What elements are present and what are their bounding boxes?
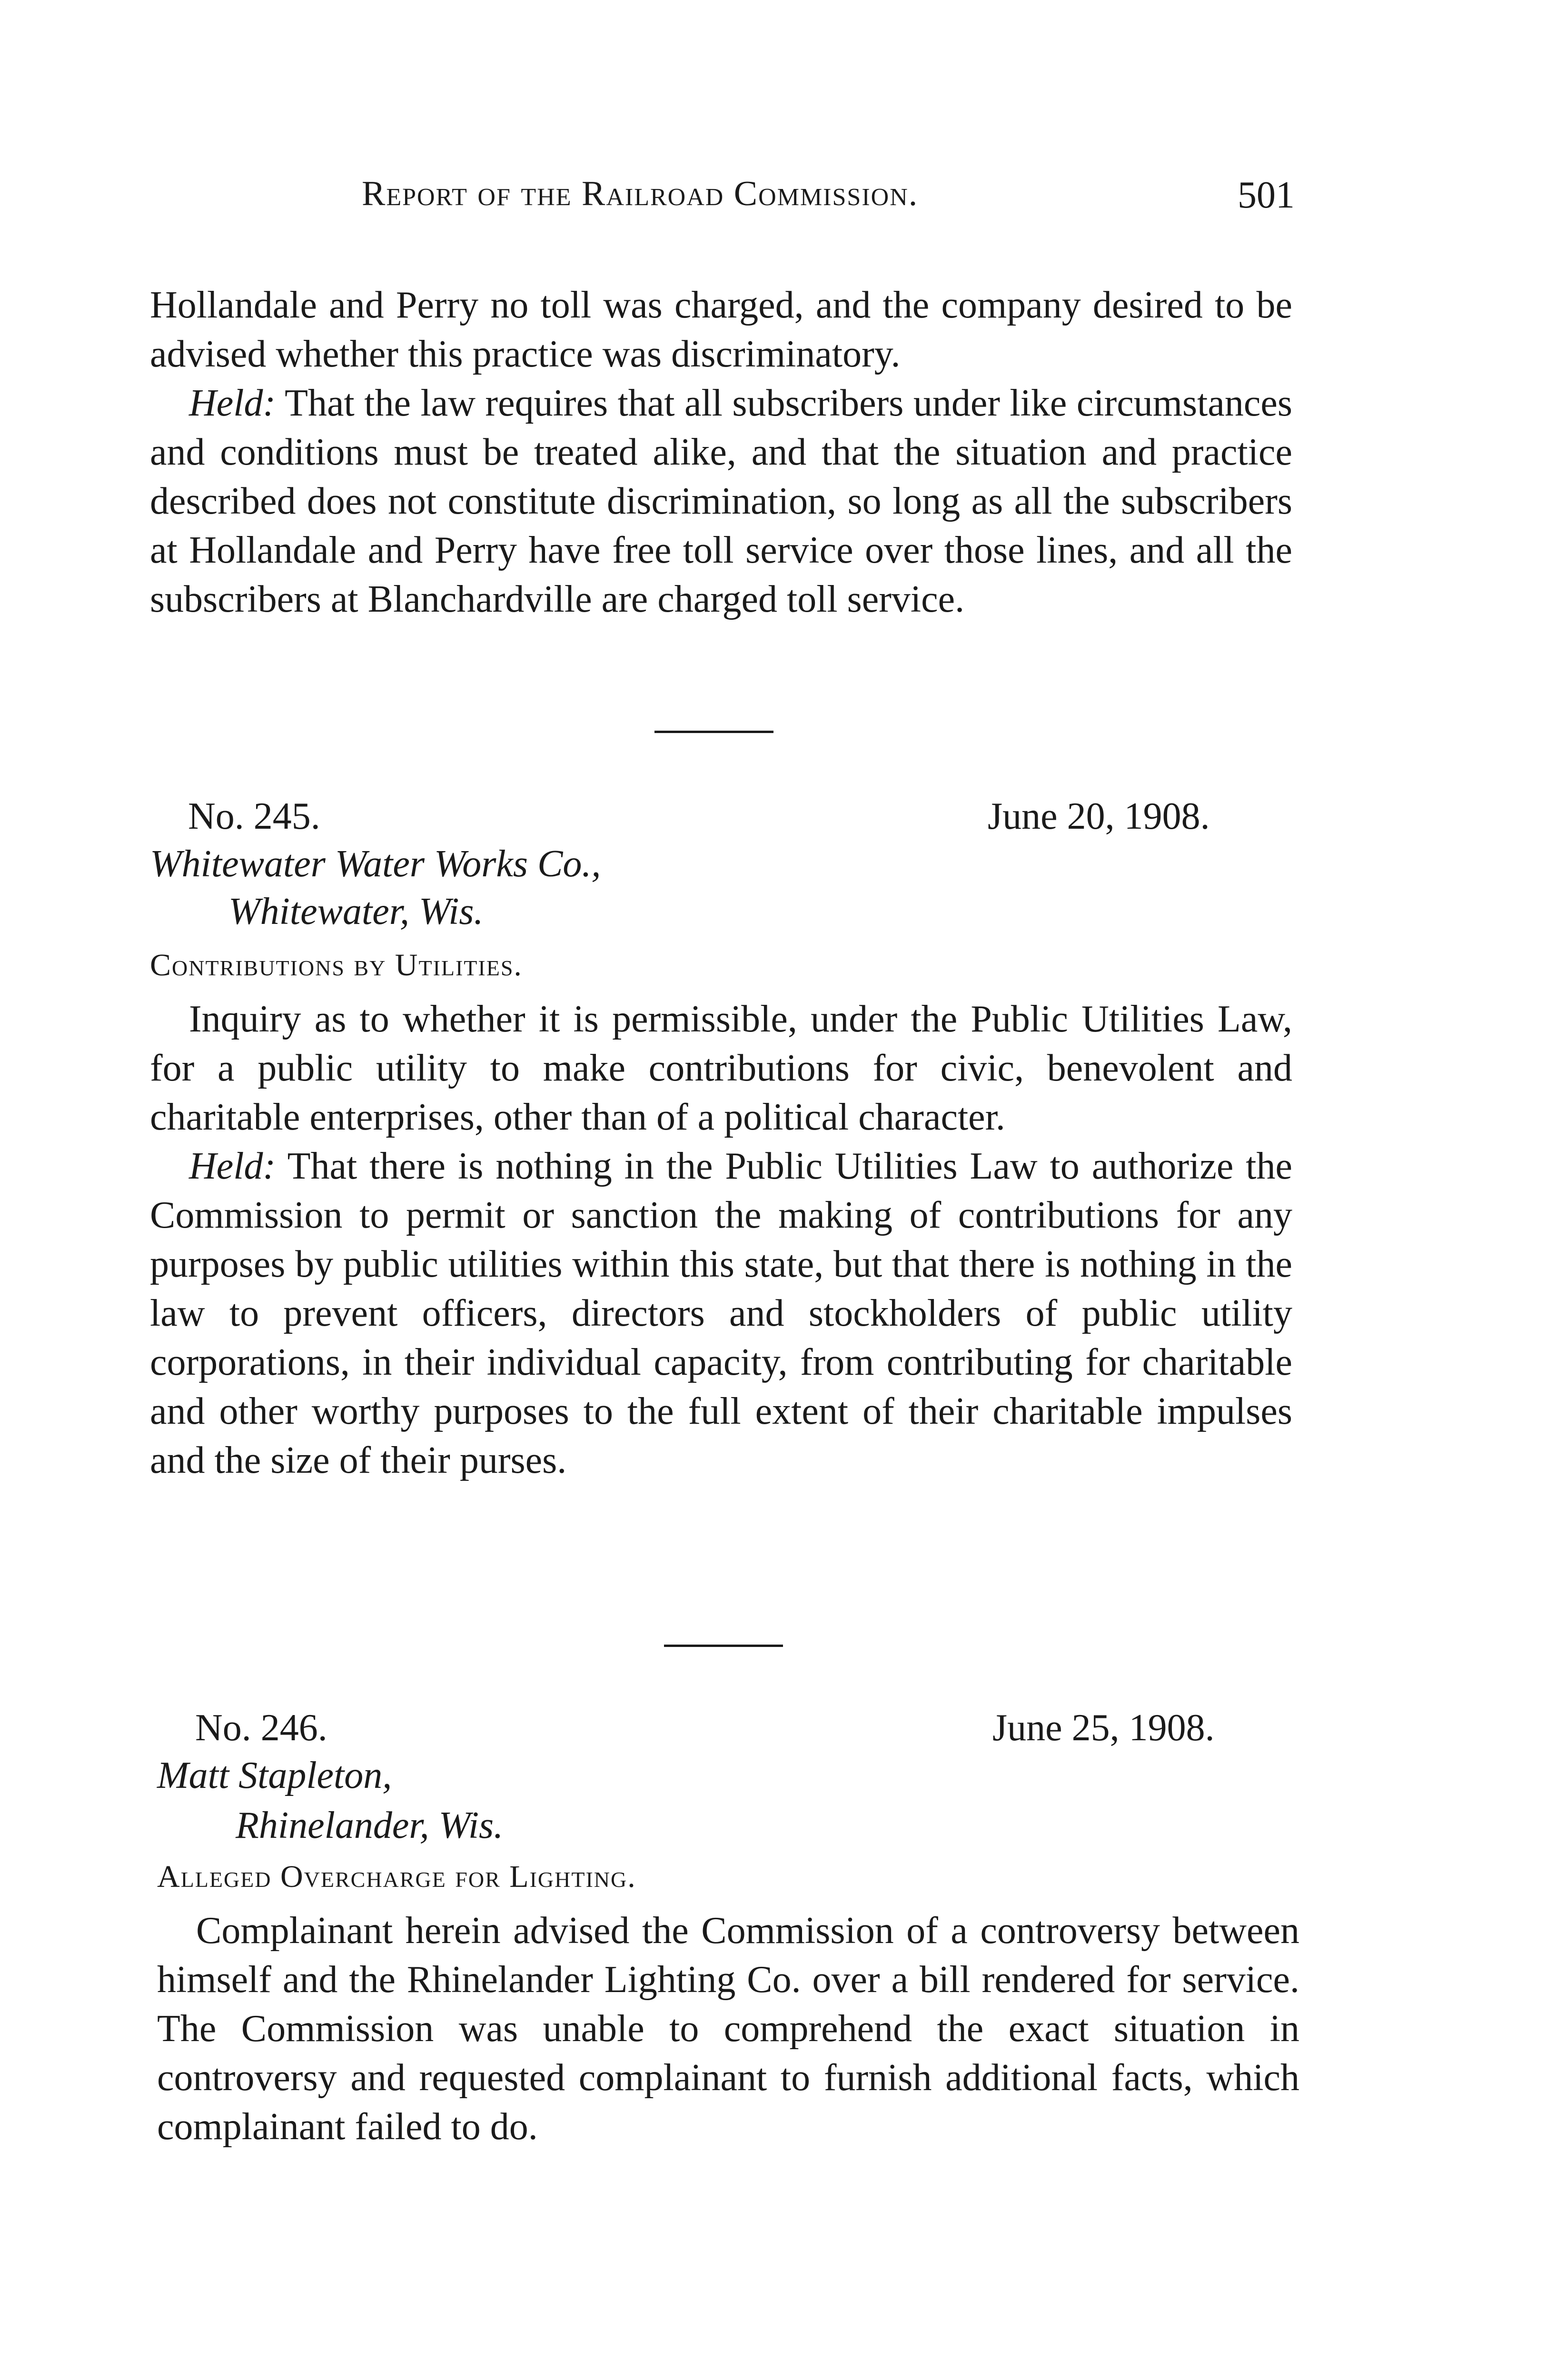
continuation-section [150,281,1292,624]
case-date: June 25, 1908. [992,1707,1215,1749]
case-body [157,1906,1299,2152]
case-paragraph: Inquiry as to whether it is permissible, under the Public Utilities Law, for a public utility to make contributions for civic, benevolent and charitable enterprises, other than of a political character. [150,998,1292,1138]
case-body [150,995,1292,1485]
held-label: Held: [189,1145,276,1187]
held-text: That the law requires that all subscribers under like circumstances and conditions must be treated alike, and that the situation and practice described does not constitute discrimination, so long as all the subscribers at Hollandale and Perry have free toll service over those lines, and all the subscribers at Blanchardville are charged toll service. [150,382,1292,620]
continuation-held-paragraph [150,379,1292,624]
page-number: 501 [1238,174,1295,216]
held-text: That there is nothing in the Public Utilities Law to authorize the Commission to permit or sanction the making of contributions for any purposes by public utilities within this state, but that there is nothing in the law to prevent officers, directors and stockholders of public utility corporations, in their individual capacity, from contributing for charitable and other worthy purposes to the full extent of their charitable impulses and the size of their purses. [150,1145,1292,1481]
case-subject: Alleged Overcharge for Lighting. [157,1859,636,1894]
case-paragraph: Complainant herein advised the Commission of a controversy between himself and the Rhinelander Lighting Co. over a bill rendered for service. The Commission was unable to comprehend the exact situation in controversy and requested complainant to furnish additional facts, which complainant failed to do. [157,1910,1299,2148]
case-place: Rhinelander, Wis. [236,1805,504,1846]
held-label: Held: [189,382,276,424]
case-number: No. 245. [188,795,320,837]
section-divider [654,731,773,733]
case-party: Matt Stapleton, [157,1755,392,1796]
case-party: Whitewater Water Works Co., [150,843,601,885]
case-number: No. 246. [195,1707,327,1749]
running-title: Report of the Railroad Commission. [362,174,919,213]
case-place: Whitewater, Wis. [228,891,484,932]
case-held-paragraph [150,1142,1292,1485]
case-subject: Contributions by Utilities. [150,948,523,982]
case-date: June 20, 1908. [988,795,1210,837]
running-header [152,174,1304,236]
section-divider [664,1645,783,1647]
continuation-paragraph: Hollandale and Perry no toll was charged, and the company desired to be advised whether this practice was discriminatory. [150,284,1292,375]
